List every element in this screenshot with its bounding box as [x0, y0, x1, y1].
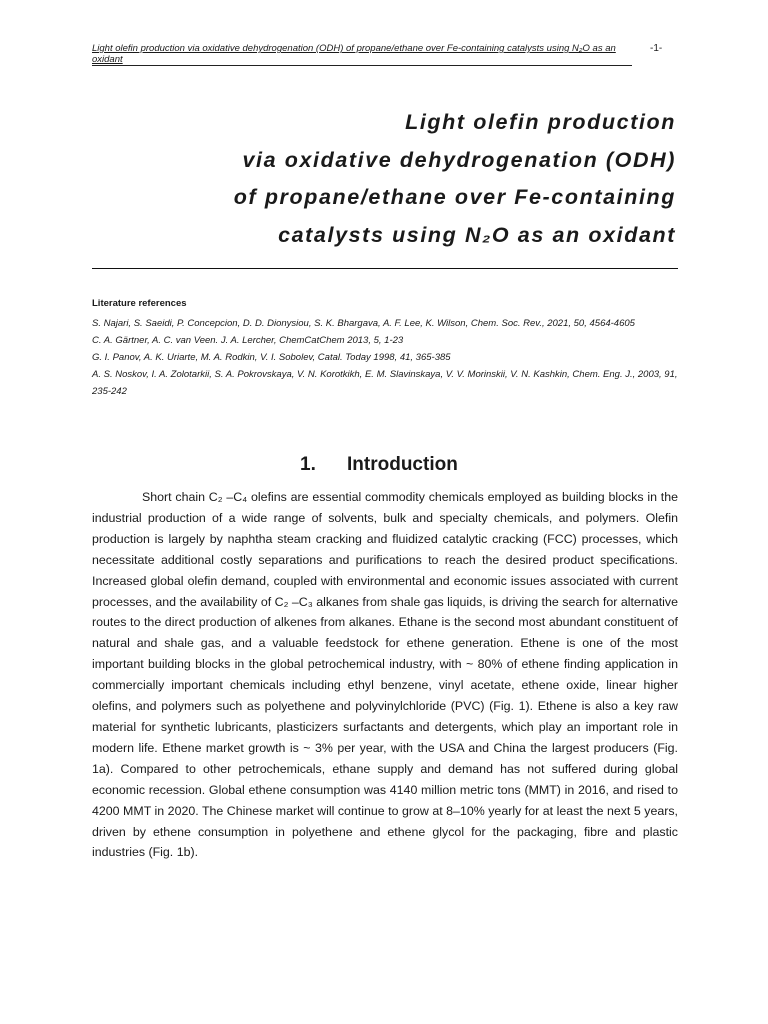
- reference-item: A. S. Noskov, I. A. Zolotarkii, S. A. Pokrovskaya, V. N. Korotkikh, E. M. Slavinskaya, V. V. Morinskii, V. N. Kashkin, Chem. Eng. J., 2003, 91, 235-242: [92, 369, 678, 397]
- reference-list: [92, 315, 680, 400]
- document-title: [92, 104, 676, 254]
- title-line: catalysts using N₂O as an oxidant: [278, 222, 676, 247]
- section-number: 1.: [300, 454, 316, 475]
- title-line: via oxidative dehydrogenation (ODH): [242, 147, 676, 172]
- intro-paragraph: Short chain C₂ –C₄ olefins are essential commodity chemicals employed as building blocks in the industrial production of a wide range of solvents, bulk and specialty chemicals, and polymers. Olefin production is largely by naphtha steam cracking and fluidized catalytic cracking (FCC) processes, which necessitate additional costly separations and purifications to reach the desired product specifications. Increased global olefin demand, coupled with environmental and economic issues associated with current processes, and the availability of C₂ –C₃ alkanes from shale gas liquids, is driving the search for alternative routes to the direct production of alkenes from alkanes. Ethane is the second most abundant constituent of natural and shale gas, and a valuable feedstock for ethene generation. Ethene is one of the most important building blocks in the global petrochemical industry, with ~ 80% of ethene finding application in commercially important chemicals including ethyl benzene, vinyl acetate, ethene oxide, linear higher olefins, and polymers such as polyethene and polyvinylchloride (PVC) (Fig. 1). Ethene is also a key raw material for synthetic lubricants, plasticizers surfactants and detergents, which play an important role in modern life. Ethene market growth is ~ 3% per year, with the USA and China the largest producers (Fig. 1a). Compared to other petrochemicals, ethane supply and demand has not suffered during global economic recession. Global ethene consumption was 4140 million metric tons (MMT) in 2016, and rised to 4200 MMT in 2020. The Chinese market will continue to grow at 8–10% yearly for at least the next 5 years, driven by ethene consumption in polyethene and ethene glycol for the packaging, fibre and plastic industries (Fig. 1b).: [92, 490, 678, 860]
- reference-item: C. A. Gärtner, A. C. van Veen. J. A. Lercher, ChemCatChem 2013, 5, 1-23: [92, 335, 404, 346]
- title-line: Light olefin production: [405, 110, 676, 134]
- literature-heading: Literature references: [92, 298, 187, 309]
- title-line: of propane/ethane over Fe-containing: [233, 185, 676, 209]
- running-header: [92, 43, 632, 66]
- reference-item: G. I. Panov, A. K. Uriarte, M. A. Rodkin, V. I. Sobolev, Catal. Today 1998, 41, 365-385: [92, 352, 451, 363]
- reference-item: S. Najari, S. Saeidi, P. Concepcion, D. D. Dionysiou, S. K. Bhargava, A. F. Lee, K. Wilson, Chem. Soc. Rev., 2021, 50, 4564-4605: [92, 318, 635, 329]
- section-title: Introduction: [347, 454, 458, 475]
- running-header-title: Light olefin production via oxidative dehydrogenation (ODH) of propane/ethane over Fe-containing catalysts using N₂O as an oxidant: [92, 43, 616, 65]
- title-divider: [92, 268, 678, 269]
- page-number: -1-: [650, 43, 663, 54]
